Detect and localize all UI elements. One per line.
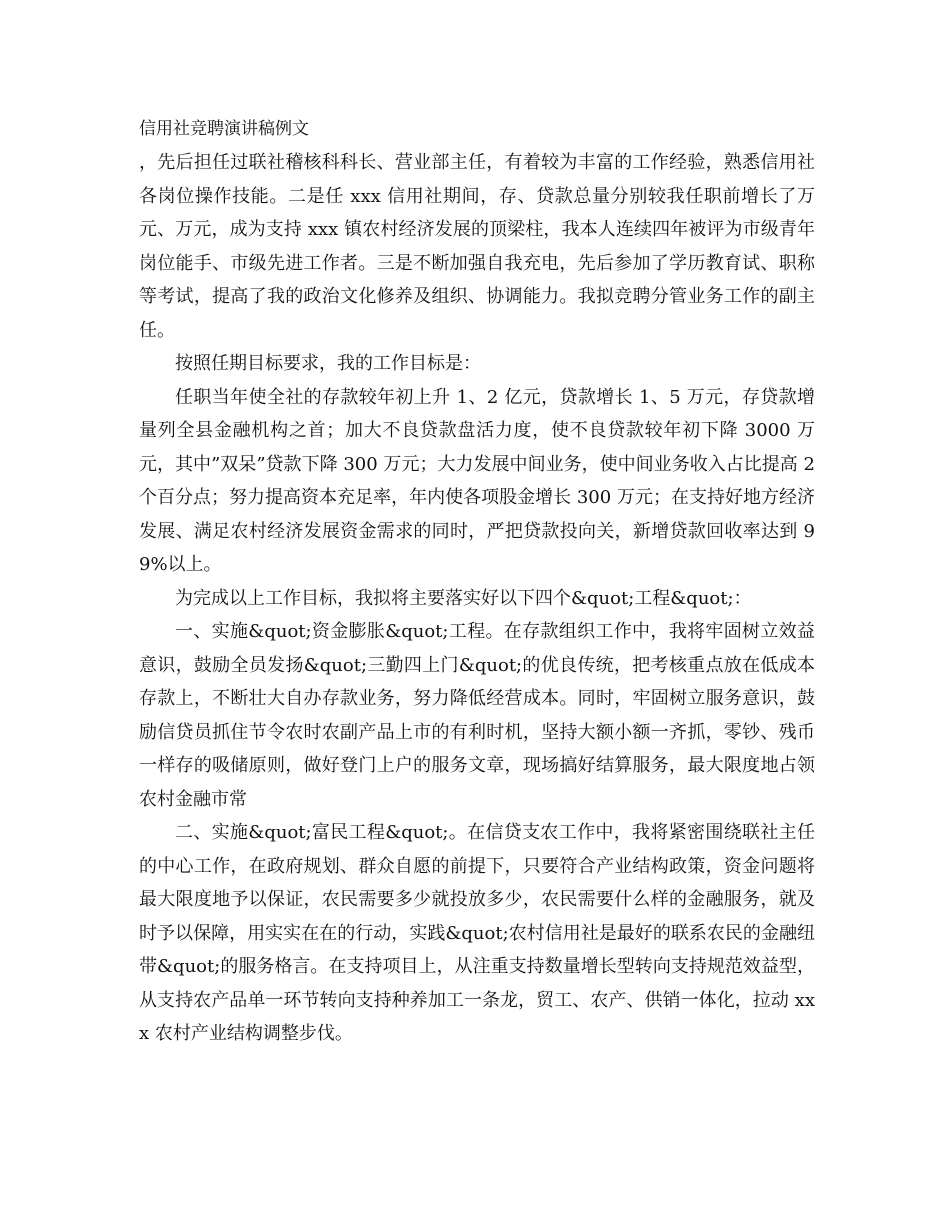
paragraph-4: 为完成以上工作目标，我拟将主要落实好以下四个&quot;工程&quot;：	[175, 587, 752, 609]
paragraph-6: 二、实施&quot;富民工程&quot;。在信贷支农工作中，我将紧密围绕联社主任的中心工作，在政府规划、群众自愿的前提下，只要符合产业结构政策，资金问题将最大限度地予以保证，农民需要多少就投放多少，农民需要什么样的金融服务，就及时予以保障，用实实在在的行动，实践&quot;农村信用社是最好的联系农民的金融纽带&quot;的服务格言。在支持项目上，从注重支持数量增长型转向支持规范效益型，从支持农产品单一环节转向支持种养加工一条龙，贸工、农产、供销一体化，拉动 xxx 农村产业结构调整步伐。	[139, 822, 815, 1044]
paragraph-1: ，先后担任过联社稽核科科长、营业部主任，有着较为丰富的工作经验，熟悉信用社各岗位操作技能。二是任 xxx 信用社期间，存、贷款总量分别较我任职前增长了万元、万元，成为支持 xxx 镇农村经济发展的顶梁柱，我本人连续四年被评为市级青年岗位能手、市级先进工作者。三是不断加强自我充电，先后参加了学历教育试、职称等考试，提高了我的政治文化修养及组织、协调能力。我拟竞聘分管业务工作的副主任。	[139, 152, 815, 341]
paragraph-5: 一、实施&quot;资金膨胀&quot;工程。在存款组织工作中，我将牢固树立效益意识，鼓励全员发扬&quot;三勤四上门&quot;的优良传统，把考核重点放在低成本存款上，不断壮大自办存款业务，努力降低经营成本。同时，牢固树立服务意识，鼓励信贷员抓住节令农时农副产品上市的有利时机，坚持大额小额一齐抓，零钞、残币一样存的吸储原则，做好登门上户的服务文章，现场搞好结算服务，最大限度地占领农村金融市常	[139, 621, 815, 810]
paragraph-3: 任职当年使全社的存款较年初上升 1、2 亿元，贷款增长 1、5 万元，存贷款增量列全县金融机构之首；加大不良贷款盘活力度，使不良贷款较年初下降 3000 万元，其中”双呆”贷款下降 300 万元；大力发展中间业务，使中间业务收入占比提高 2 个百分点；努力提高资本充足率，年内使各项股金增长 300 万元；在支持好地方经济发展、满足农村经济发展资金需求的同时，严把贷款投向关，新增贷款回收率达到 99%以上。	[139, 386, 815, 575]
document-title: 信用社竞聘演讲稿例文	[139, 119, 309, 139]
paragraph-2: 按照任期目标要求，我的工作目标是：	[175, 353, 481, 374]
document-body	[139, 146, 815, 1051]
